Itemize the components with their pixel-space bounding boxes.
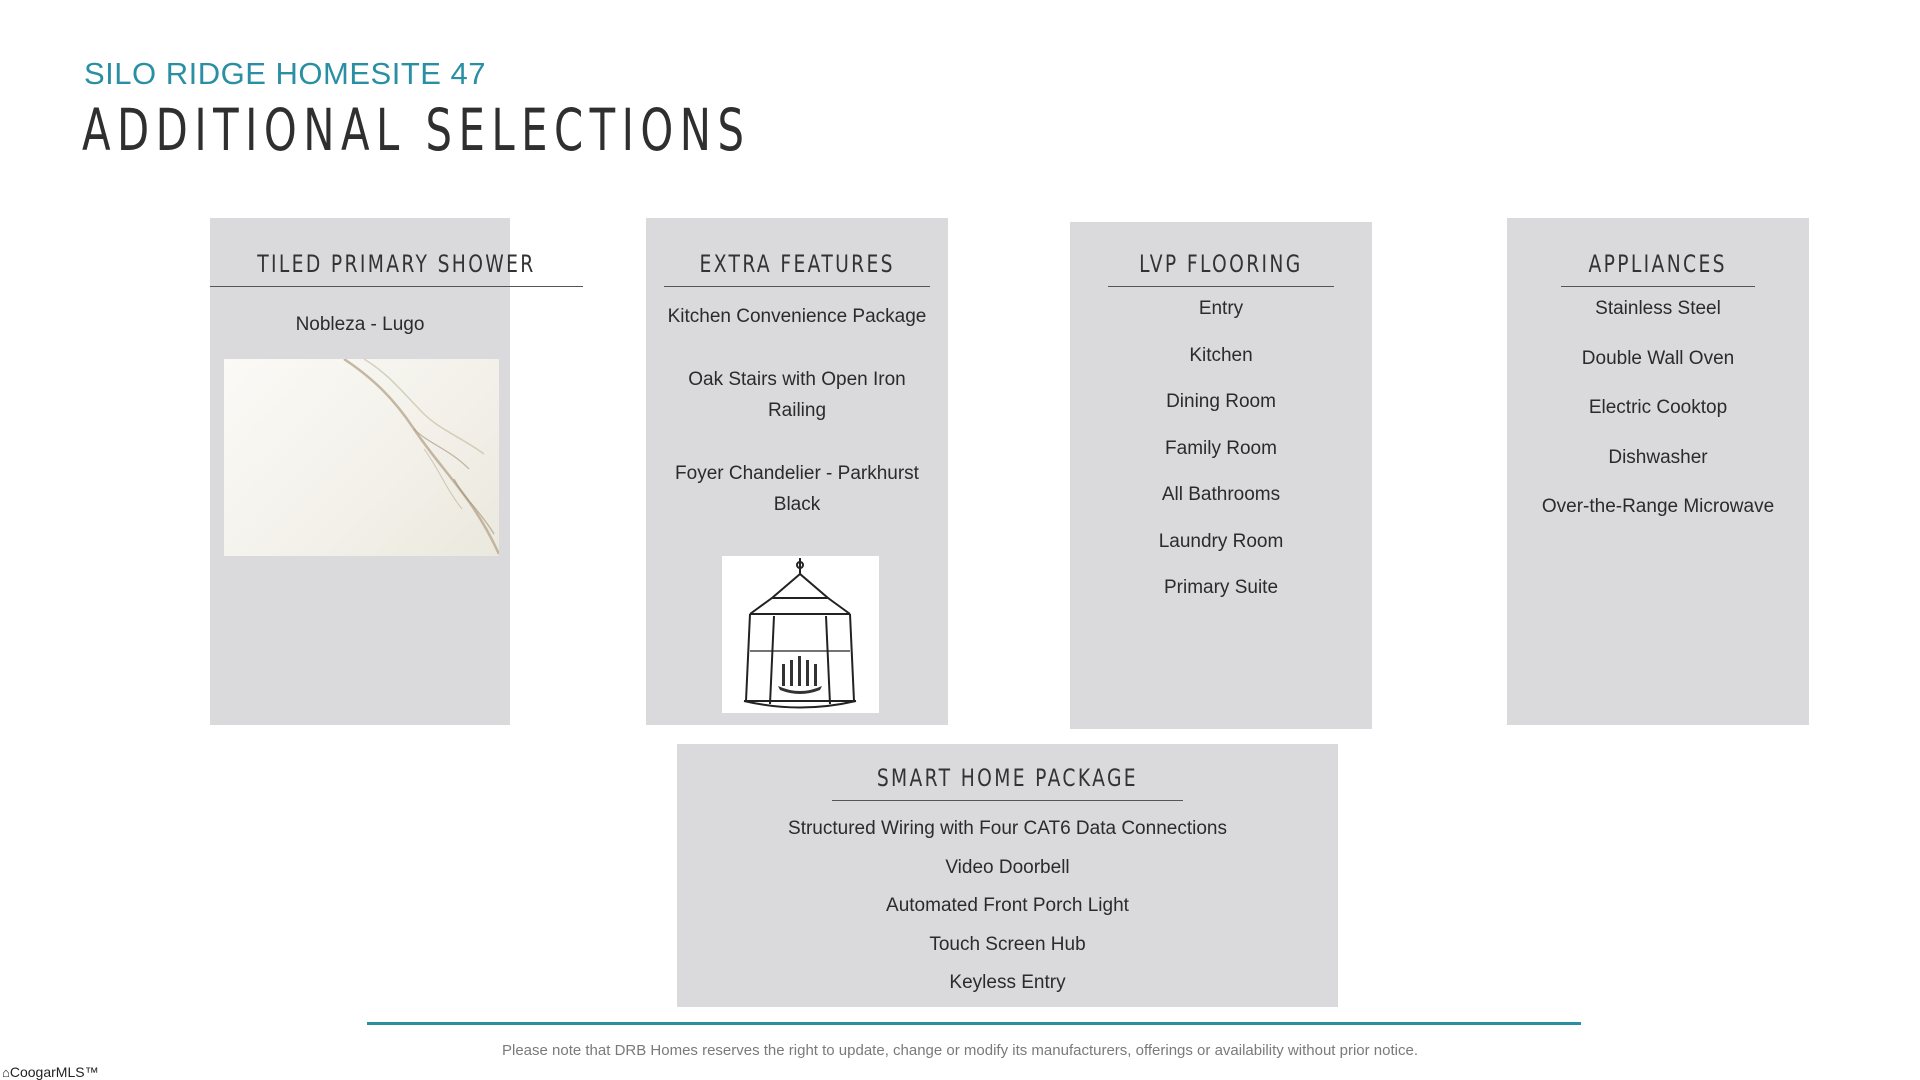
list-item: Dishwasher (1608, 446, 1708, 468)
list-item: Family Room (1165, 437, 1277, 459)
list-item: Oak Stairs with Open Iron Railing (688, 369, 906, 421)
card-appliances (1507, 218, 1809, 725)
card-lvp-flooring (1070, 222, 1372, 729)
list-item: Laundry Room (1158, 530, 1284, 552)
house-icon: ⌂ (2, 1065, 10, 1080)
list-item: Kitchen (1189, 344, 1253, 366)
list-item: Foyer Chandelier - Parkhurst Black (675, 463, 919, 515)
list-item: All Bathrooms (1161, 484, 1281, 505)
list-item: Entry (1198, 298, 1244, 319)
footer-disclaimer: Please note that DRB Homes reserves the right to update, change or modify its manufacturers, offerings or availability without prior notice. (501, 1042, 1418, 1059)
list-item: Primary Suite (1163, 577, 1279, 598)
list-item: Dining Room (1166, 391, 1276, 412)
list-item: Video Doorbell (945, 856, 1070, 878)
card-title: SMART HOME PACKAGE (832, 764, 1183, 801)
watermark-text: CoogarMLS™ (9, 1064, 99, 1080)
list-item: Kitchen Convenience Package (667, 306, 927, 327)
list-item: Touch Screen Hub (929, 933, 1086, 955)
list-item: Nobleza - Lugo (295, 314, 425, 335)
list-item: Electric Cooktop (1588, 397, 1728, 418)
page-subtitle: SILO RIDGE HOMESITE 47 (84, 56, 487, 91)
mls-watermark-logo (2, 1064, 99, 1080)
marble-tile-image (224, 359, 499, 556)
page-title: ADDITIONAL SELECTIONS (82, 96, 751, 164)
list-item: Keyless Entry (949, 972, 1066, 993)
chandelier-icon (722, 556, 879, 713)
list-item: Automated Front Porch Light (886, 895, 1129, 916)
list-item: Double Wall Oven (1581, 347, 1735, 369)
footer-divider (367, 1022, 1581, 1025)
card-title: LVP FLOORING (1108, 250, 1334, 287)
list-item: Over-the-Range Microwave (1541, 496, 1775, 517)
list-item: Stainless Steel (1595, 298, 1721, 319)
list-item: Structured Wiring with Four CAT6 Data Connections (788, 818, 1227, 839)
card-extra-features (646, 218, 948, 725)
card-title: EXTRA FEATURES (664, 250, 930, 287)
card-smart-home-package (677, 744, 1338, 1007)
card-title: TILED PRIMARY SHOWER (210, 250, 583, 287)
card-tiled-primary-shower (210, 218, 536, 725)
card-title: APPLIANCES (1561, 250, 1754, 287)
